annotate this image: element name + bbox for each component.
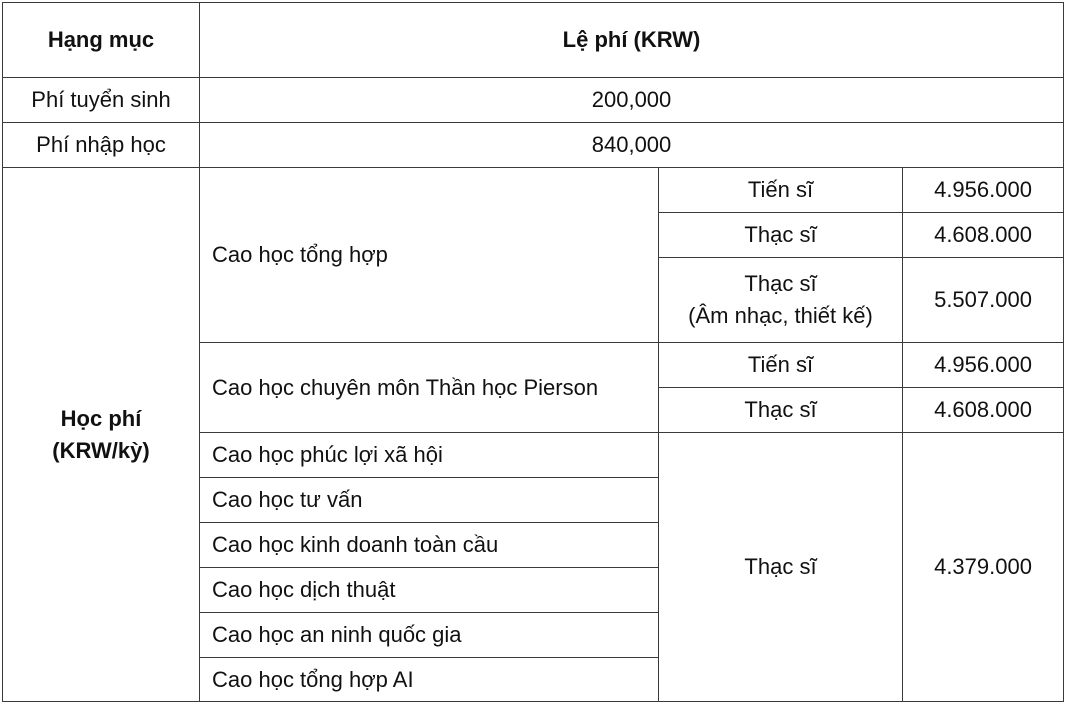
header-row [3, 3, 1064, 78]
degree-cell: Thạc sĩ [659, 433, 903, 702]
program-name: Cao học tư vấn [200, 478, 659, 523]
header-fee: Lệ phí (KRW) [200, 3, 1064, 78]
enrollment-fee-label: Phí nhập học [3, 123, 200, 168]
header-category: Hạng mục [3, 3, 200, 78]
tuition-label-line2: (KRW/kỳ) [52, 437, 150, 463]
admission-fee-value: 200,000 [200, 78, 1064, 123]
degree-cell [659, 258, 903, 343]
fee-cell: 5.507.000 [903, 258, 1064, 343]
program-general: Cao học tổng hợp [200, 168, 659, 343]
fee-cell: 4.608.000 [903, 388, 1064, 433]
fee-cell: 4.956.000 [903, 168, 1064, 213]
degree-note: (Âm nhạc, thiết kế) [688, 303, 873, 328]
tuition-fee-table [2, 2, 1064, 702]
program-name: Cao học kinh doanh toàn cầu [200, 523, 659, 568]
fee-cell: 4.608.000 [903, 213, 1064, 258]
degree-text: Thạc sĩ [744, 271, 817, 296]
degree-cell: Thạc sĩ [659, 388, 903, 433]
program-name: Cao học phúc lợi xã hội [200, 433, 659, 478]
admission-fee-label: Phí tuyển sinh [3, 78, 200, 123]
program-name: Cao học an ninh quốc gia [200, 613, 659, 658]
program-name: Cao học tổng hợp AI [200, 658, 659, 702]
table-row [3, 168, 1064, 213]
admission-fee-row [3, 78, 1064, 123]
tuition-label-line1: Học phí [60, 405, 142, 431]
program-pierson: Cao học chuyên môn Thần học Pierson [200, 343, 659, 433]
program-name: Cao học dịch thuật [200, 568, 659, 613]
fee-cell: 4.379.000 [903, 433, 1064, 702]
enrollment-fee-row [3, 123, 1064, 168]
degree-cell: Thạc sĩ [659, 213, 903, 258]
fee-cell: 4.956.000 [903, 343, 1064, 388]
degree-cell: Tiến sĩ [659, 168, 903, 213]
degree-cell: Tiến sĩ [659, 343, 903, 388]
tuition-label [3, 168, 200, 702]
enrollment-fee-value: 840,000 [200, 123, 1064, 168]
